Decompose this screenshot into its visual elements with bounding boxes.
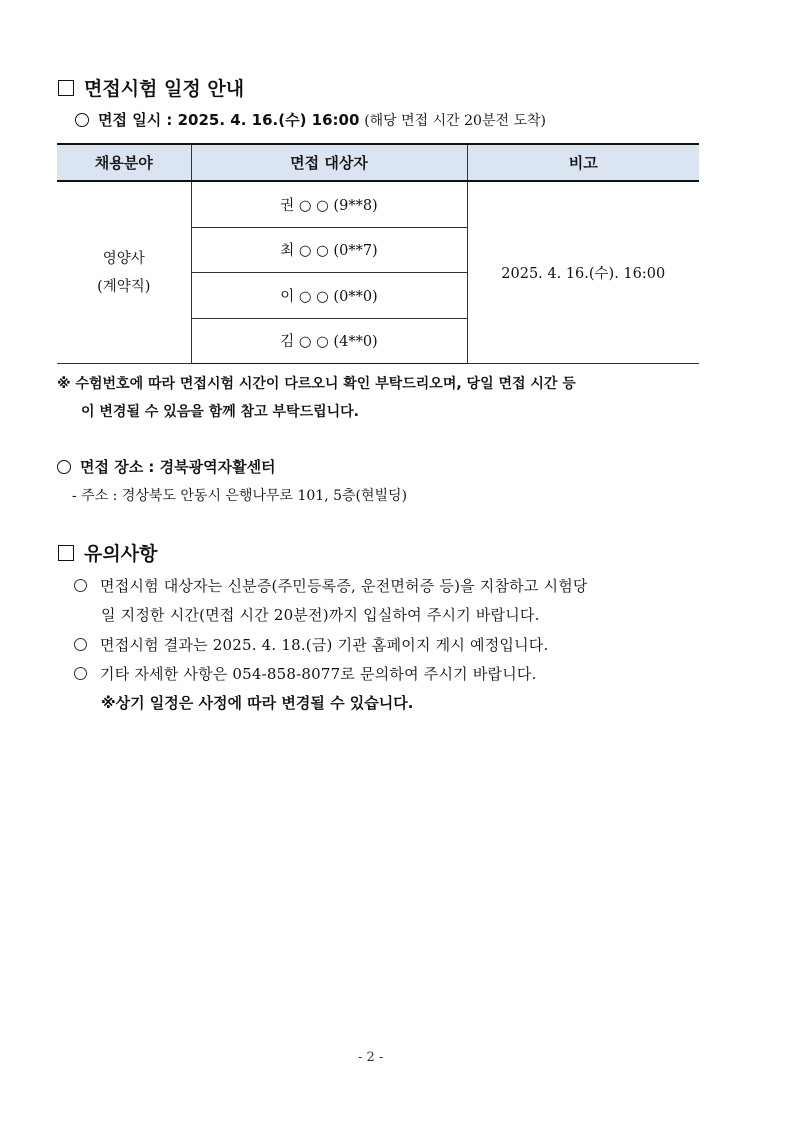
cell-field bbox=[57, 181, 191, 364]
table-row bbox=[57, 181, 699, 227]
field-type: (계약직) bbox=[97, 278, 151, 295]
header-field: 채용분야 bbox=[57, 144, 191, 181]
circle-bullet-icon bbox=[75, 113, 89, 127]
notice-item-3 bbox=[74, 663, 537, 684]
notice-item-1-text: 면접시험 대상자는 신분증(주민등록증, 운전면허증 등)을 지참하고 시험당 bbox=[100, 577, 588, 595]
note-line-1: ※ 수험번호에 따라 면접시험 시간이 다르오니 확인 부탁드리오며, 당일 면접 시간 등 bbox=[57, 376, 576, 392]
candidate-cell: 김 ○ ○ (4**0) bbox=[191, 318, 467, 364]
candidate-cell: 권 ○ ○ (9**8) bbox=[191, 181, 467, 227]
datetime-label: 면접 일시 : 2025. 4. 16.(수) 16:00 bbox=[98, 111, 360, 129]
warning-note: ※상기 일정은 사정에 따라 변경될 수 있습니다. bbox=[101, 694, 414, 712]
circle-bullet-icon bbox=[74, 638, 87, 651]
candidate-cell: 이 ○ ○ (0**0) bbox=[191, 273, 467, 319]
notice-item-2-text: 면접시험 결과는 2025. 4. 18.(금) 기관 홈페이지 게시 예정입니다. bbox=[100, 636, 549, 654]
candidate-cell: 최 ○ ○ (0**7) bbox=[191, 227, 467, 273]
circle-bullet-icon bbox=[74, 579, 87, 592]
circle-bullet-icon bbox=[57, 460, 71, 474]
checkbox-square-icon bbox=[58, 80, 74, 96]
cell-remark: 2025. 4. 16.(수). 16:00 bbox=[467, 181, 699, 364]
notice-item-3-text: 기타 자세한 사항은 054-858-8077로 문의하여 주시기 바랍니다. bbox=[100, 665, 537, 683]
interview-datetime bbox=[75, 109, 546, 130]
address: - 주소 : 경상북도 안동시 은행나무로 101, 5층(현빌딩) bbox=[72, 488, 408, 504]
header-candidate: 면접 대상자 bbox=[191, 144, 467, 181]
table-header-row bbox=[57, 144, 699, 181]
notice-item-1-cont: 일 지정한 시간(면접 시간 20분전)까지 입실하여 주시기 바랍니다. bbox=[101, 606, 540, 624]
section-title-schedule bbox=[58, 74, 244, 101]
checkbox-square-icon bbox=[58, 545, 74, 561]
schedule-table bbox=[57, 143, 699, 364]
place-label: 면접 장소 : 경북광역자활센터 bbox=[80, 458, 276, 476]
circle-bullet-icon bbox=[74, 667, 87, 680]
note-line-2: 이 변경될 수 있음을 함께 참고 부탁드립니다. bbox=[81, 404, 359, 420]
datetime-note: (해당 면접 시간 20분전 도착) bbox=[364, 113, 546, 129]
page-number: - 2 - bbox=[358, 1050, 384, 1065]
notice-item-1 bbox=[74, 575, 588, 596]
field-name: 영양사 bbox=[102, 250, 145, 267]
section-title-text: 유의사항 bbox=[84, 543, 158, 565]
section-title-notice bbox=[58, 539, 157, 566]
notice-item-2 bbox=[74, 634, 548, 655]
section-title-text: 면접시험 일정 안내 bbox=[84, 78, 245, 100]
header-remark: 비고 bbox=[467, 144, 699, 181]
interview-place bbox=[57, 456, 276, 477]
